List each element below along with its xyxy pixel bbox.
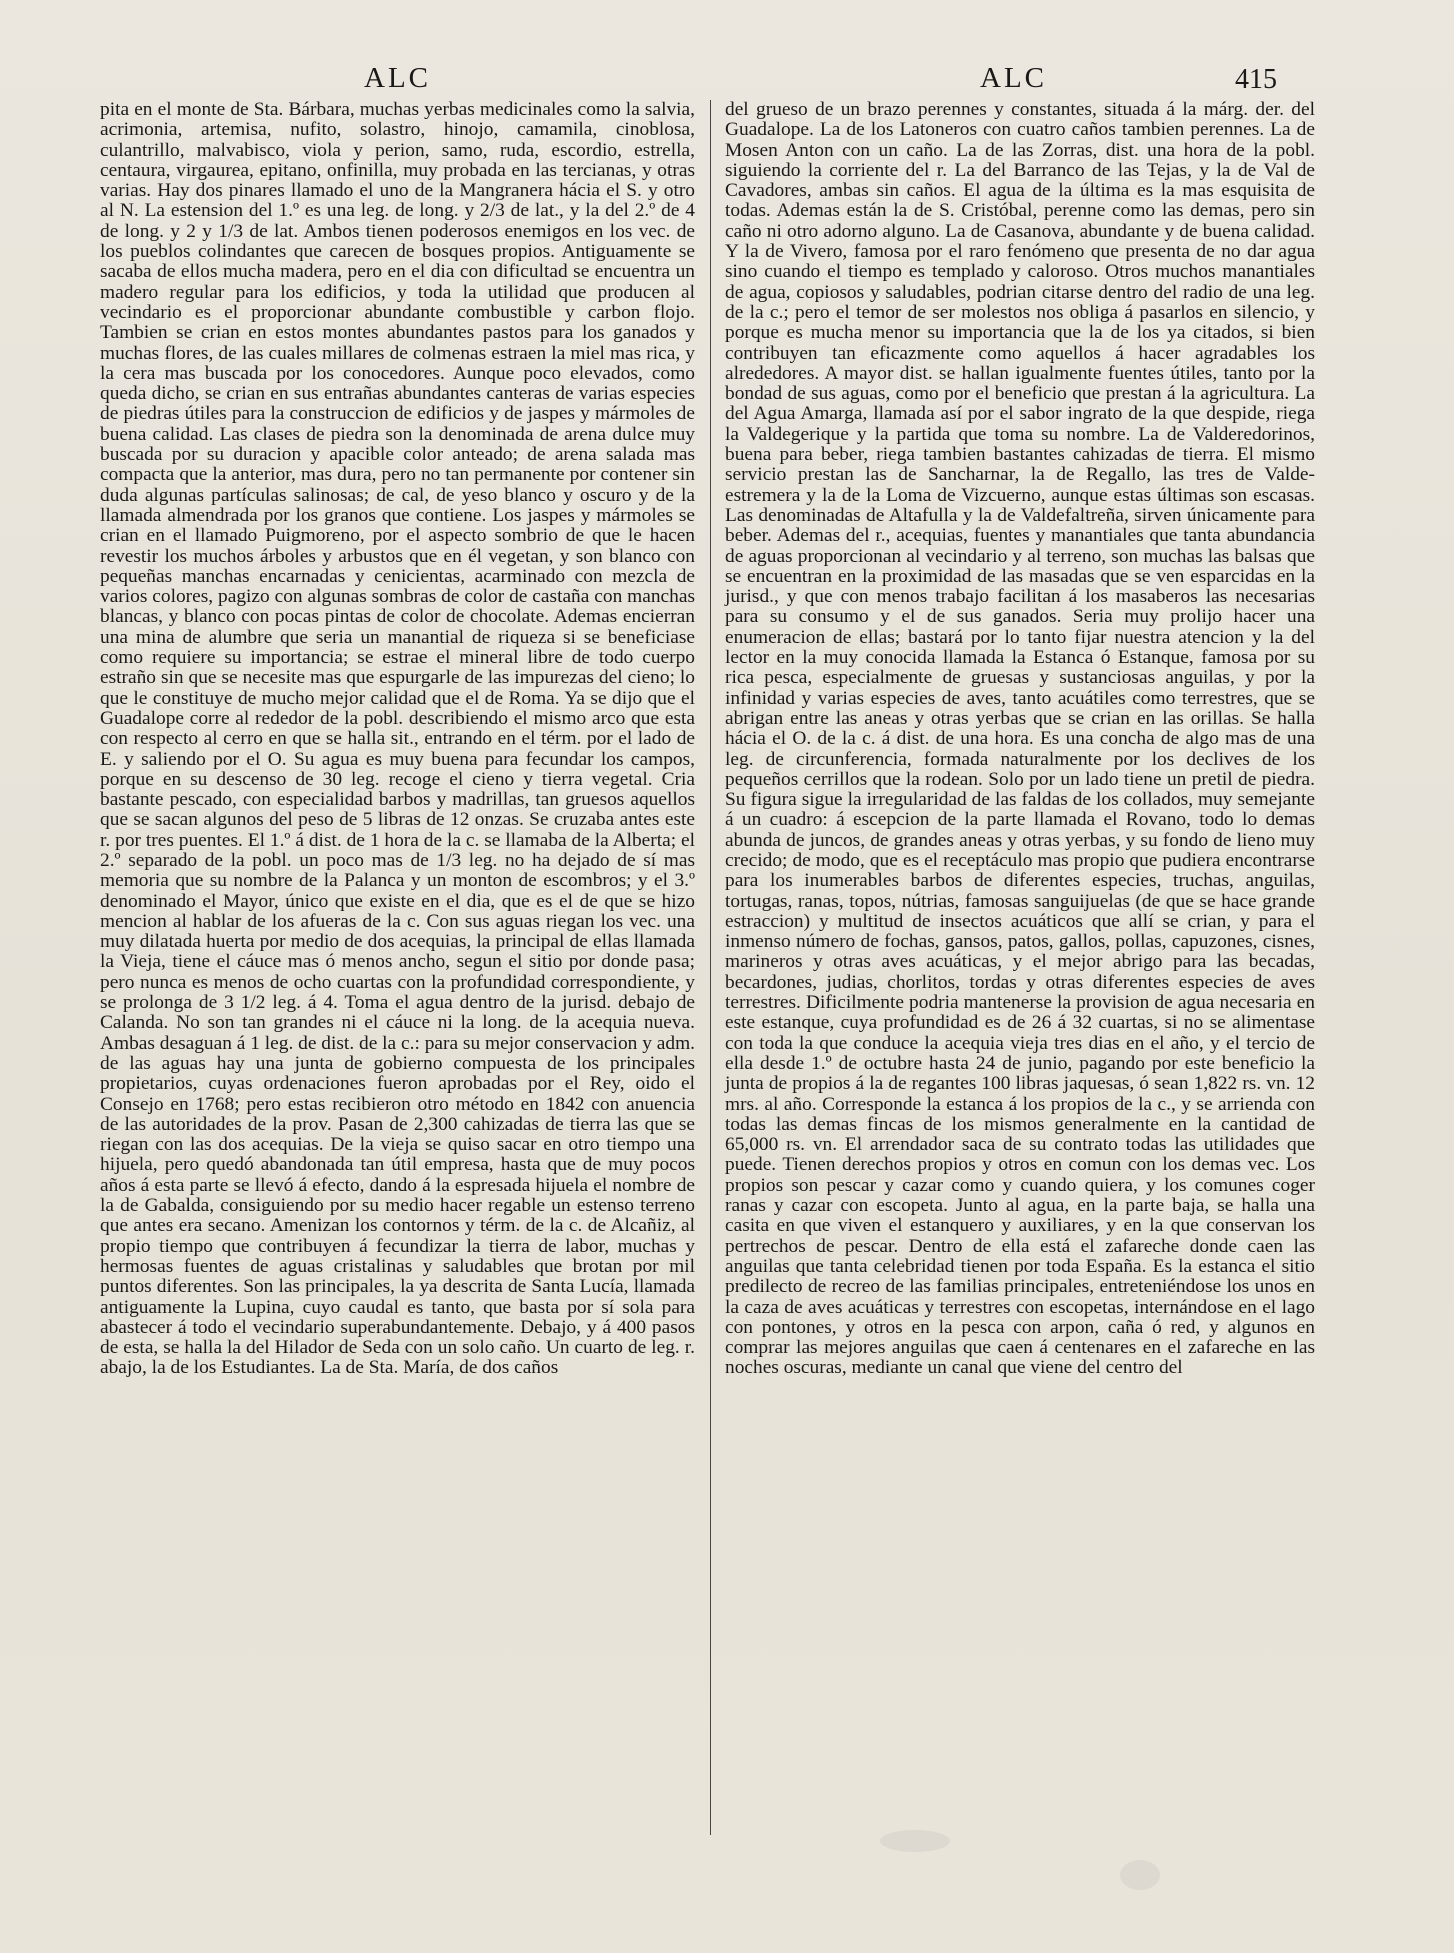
left-column: [100, 100, 695, 1379]
running-head-right: ALC: [980, 62, 1047, 94]
print-smudge: [880, 1830, 950, 1852]
right-column: [725, 100, 1315, 1379]
right-column-text: del grueso de un brazo perennes y constantes, situada á la márg. der. del Guadalope. La de los Latoneros con cuatro caños tambien perennes. La de Mosen Anton con un caño. La de las Zorras, dist. una hora de la pobl. siguiendo la corriente del r. La del Barranco de las Tejas, y la de Val de Cavadores, ambas sin caños. El agua de la última es la mas esquisita de todas. Ademas están la de S. Cristóbal, perenne como las demas, pero sin caño ni otro adorno alguno. La de Casanova, abundante y de buena calidad. Y la de Vivero, famosa por el raro fenómeno que presenta de no dar agua sino cuando el tiempo es templado y caloroso. Otros muchos manantiales de agua, copiosos y saludables, podrian citarse dentro del radio de una leg. de la c.; pero el temor de ser molestos nos obliga á pasarlos en silencio, y porque es mucha menor su importancia que la de los ya citados, si bien contribuyen tan eficazmente como aquellos á hacer agradables los alrededores. A mayor dist. se hallan igualmente fuentes útiles, tanto por la bondad de sus aguas, como por el beneficio que prestan á la agricultura. La del Agua Amarga, llamada así por el sabor ingrato de la que despide, riega la Valdegerique y la partida que toma su nombre. La de Valderedorinos, buena para beber, riega tambien bastantes cahizadas de tierra. El mismo servicio prestan las de Sancharnar, la de Regallo, las tres de Valde-estremera y la de la Loma de Vizcuerno, aunque estas últimas son escasas. Las denominadas de Altafulla y la de Valdefaltreña, sirven únicamente para beber. Ademas del r., acequias, fuentes y manantiales que tanta abundancia de aguas proporcionan al vecindario y al terreno, son muchas las balsas que se encuentran en la proximidad de las masadas que se ven esparcidas en la jurisd., y que con menos trabajo facilitan á los masaberos las necesarias para su consumo y el de sus ganados. Seria muy prolijo hacer una enumeracion de ellas; bastará por lo tanto fijar nuestra atencion y la del lector en la muy conocida llamada la Estanca ó Estanque, famosa por su rica pesca, especialmente de gruesas y sustanciosas anguilas, y por la infinidad y varias especies de aves, tanto acuátiles como terrestres, que se abrigan entre las aneas y otras yerbas que se crian en las orillas. Se halla hácia el O. de la c. á dist. de una hora. Es una concha de algo mas de una leg. de circunferencia, formada naturalmente por los declives de los pequeños cerrillos que la rodean. Solo por un lado tiene un pretil de piedra. Su figura sigue la irregularidad de las faldas de los collados, muy semejante á un cuadro: á escepcion de la parte llamada el Rovano, todo lo demas abunda de juncos, de grandes aneas y otras yerbas, y su fondo de lieno muy crecido; de modo, que es el receptáculo mas propio que pudiera encontrarse para los inumerables barbos de diferentes especies, truchas, anguilas, tortugas, ranas, topos, nútrias, famosas sanguijuelas (de que se hace grande estraccion) y multitud de insectos acuáticos que allí se crian, y para el inmenso número de fochas, gansos, patos, gallos, pollas, capuzones, cisnes, marineros y otras aves acuáticas, y el mejor abrigo para las becadas, becardones, judias, chorlitos, tordas y otras diferentes especies de aves terrestres. Dificilmente podria mantenerse la provision de agua necesaria en este estanque, cuya profundidad es de 26 á 32 cuartas, si no se alimentase con toda la que conduce la acequia vieja tres dias en el año, y el tercio de ella desde 1.º de octubre hasta 24 de junio, pagando por este beneficio la junta de propios á la de regantes 100 libras jaquesas, ó sean 1,822 rs. vn. 12 mrs. al año. Corresponde la estanca á los propios de la c., y se arrienda con todas las demas fincas de los mismos generalmente en la cantidad de 65,000 rs. vn. El arrendador saca de su contrato todas las utilidades que puede. Tienen derechos propios y otros en comun con los demas vec. Los propios son pescar y cazar como y cuando quiera, y los comunes coger ranas y cazar con escopeta. Junto al agua, en la parte baja, se halla una casita en que viven el estanquero y auxiliares, y en la que conservan los pertrechos de pescar. Dentro de ella está el zafareche donde caen las anguilas que tanta celebridad tienen por toda España. Es la estanca el sitio predilecto de recreo de las familias principales, entreteniéndose los unos en la caza de aves acuáticas y terrestres con escopetas, internándose en el lago con pontones, y otros en la pesca con arpon, caña ó red, y algunos en comprar las mejores anguilas que caen á centenares en el zafareche en las noches oscuras, mediante un canal que viene del centro del: [725, 99, 1315, 1379]
column-divider: [710, 100, 711, 1835]
page-number: 415: [1235, 64, 1277, 95]
print-smudge: [1120, 1860, 1160, 1890]
running-head-left: ALC: [364, 62, 431, 94]
left-column-text: pita en el monte de Sta. Bárbara, muchas yerbas medicinales como la salvia, acrimonia, artemisa, nufito, solastro, hinojo, camamila, cinoblosa, culantrillo, malvabisco, viola y perion, samo, ruda, escordio, estrella, centaura, virgaurea, epitano, onfinilla, muy probada en las tercianas, y otras varias. Hay dos pinares llamado el uno de la Mangranera hácia el S. y otro al N. La estension del 1.º es una leg. de long. y 2/3 de lat., y la del 2.º de 4 de long. y 2 y 1/3 de lat. Ambos tienen poderosos enemigos en los vec. de los pueblos colindantes que carecen de bosques propios. Antiguamente se sacaba de ellos mucha madera, pero en el dia con dificultad se encuentra un madero regular para los edificios, y toda la utilidad que producen al vecindario es el proporcionar abundante combustible y carbon flojo. Tambien se crian en estos montes abundantes pastos para los ganados y muchas flores, de las cuales millares de colmenas estraen la miel mas rica, y la cera mas buscada por los conocedores. Aunque poco elevados, como queda dicho, se crian en sus entrañas abundantes canteras de varias especies de piedras útiles para la construccion de edificios y de jaspes y mármoles de buena calidad. Las clases de piedra son la denominada de arena dulce muy buscada por su duracion y apacible color anteado; de arena salada mas compacta que la anterior, mas dura, pero no tan permanente por contener sin duda algunas partículas salinosas; de cal, de yeso blanco y oscuro y de la llamada almendrada por los granos que contiene. Los jaspes y mármoles se crian en el llamado Puigmoreno, por el aspecto sombrio de que le hacen revestir los muchos árboles y arbustos que en él vegetan, y son blanco con pequeñas manchas encarnadas y cenicientas, acarminado con mezcla de varios colores, pagizo con algunas sombras de color de castaña con manchas blancas, y blanco con pocas pintas de color de chocolate. Ademas encierran una mina de alumbre que seria un manantial de riqueza si se beneficiase como requiere su importancia; se estrae el mineral libre de todo cuerpo estraño sin que se necesite mas que espurgarle de las impurezas del cieno; lo que le constituye de mucho mejor calidad que el de Roma. Ya se dijo que el Guadalope corre al rededor de la pobl. describiendo el mismo arco que esta con respecto al cerro en que se halla sit., entrando en el térm. por el lado de E. y saliendo por el O. Su agua es muy buena para fecundar los campos, porque en su descenso de 30 leg. recoge el cieno y tierra vegetal. Cria bastante pescado, con especialidad barbos y madrillas, tan gruesos aquellos que se sacan algunos del peso de 5 libras de 12 onzas. Se cruzaba antes este r. por tres puentes. El 1.º á dist. de 1 hora de la c. se llamaba de la Alberta; el 2.º separado de la pobl. un poco mas de 1/3 leg. no ha dejado de sí mas memoria que su nombre de la Palanca y un monton de escombros; y el 3.º denominado el Mayor, único que existe en el dia, que es el de que se hizo mencion al hablar de los afueras de la c. Con sus aguas riegan los vec. una muy dilatada huerta por medio de dos acequias, la principal de ellas llamada la Vieja, tiene el cáuce mas ó menos ancho, segun el sitio por donde pasa; pero nunca es menos de ocho cuartas con la profundidad correspondiente, y se prolonga de 3 1/2 leg. á 4. Toma el agua dentro de la jurisd. debajo de Calanda. No son tan grandes ni el cáuce ni la long. de la acequia nueva. Ambas desaguan á 1 leg. de dist. de la c.: para su mejor conservacion y adm. de las aguas hay una junta de gobierno compuesta de los principales propietarios, cuyas ordenaciones fueron aprobadas por el Rey, oido el Consejo en 1768; pero estas recibieron otro método en 1842 con anuencia de las autoridades de la prov. Pasan de 2,300 cahizadas de tierra las que se riegan con las dos acequias. De la vieja se quiso sacar en otro tiempo una hijuela, pero quedó abandonada tan útil empresa, hasta que de muy pocos años á esta parte se llevó á efecto, dando á la espresada hijuela el nombre de la de Gabalda, consiguiendo por su medio hacer regable un estenso terreno que antes era secano. Amenizan los contornos y térm. de la c. de Alcañiz, al propio tiempo que contribuyen á fecundizar la tierra de labor, muchas y hermosas fuentes de aguas cristalinas y saludables que brotan por mil puntos diferentes. Son las principales, la ya descrita de Santa Lucía, llamada antiguamente la Lupina, cuyo caudal es tanto, que basta por sí sola para abastecer á todo el vecindario superabundantemente. Debajo, y á 400 pasos de esta, se halla la del Hilador de Seda con un solo caño. Un cuarto de leg. r. abajo, la de los Estudiantes. La de Sta. María, de dos caños: [100, 99, 695, 1379]
